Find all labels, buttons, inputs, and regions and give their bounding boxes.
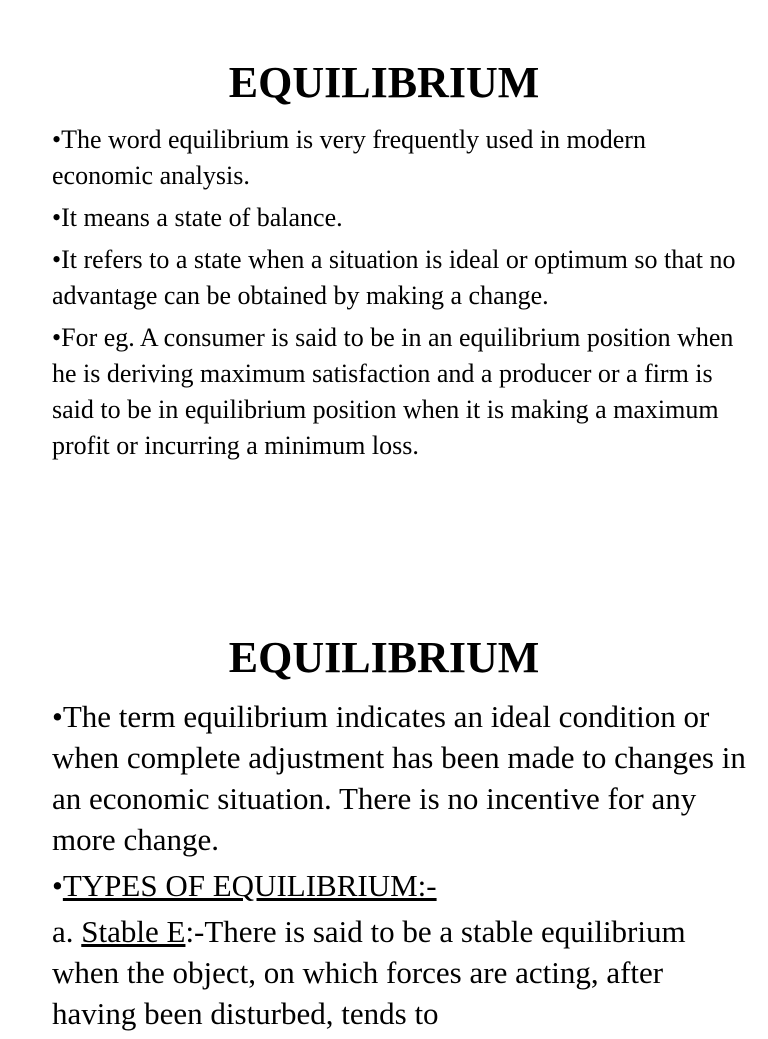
bullet-item: •The term equilibrium indicates an ideal condition or when complete adjustment has been made to changes in an economic situation. There is no incentive for any more change. (52, 699, 746, 857)
types-heading: TYPES OF EQUILIBRIUM:- (62, 868, 437, 903)
bullet-item: •It means a state of balance. (52, 203, 343, 232)
bullet-item-stable (52, 911, 752, 1034)
slide-title: EQUILIBRIUM (228, 58, 540, 107)
bullet-list (52, 696, 752, 1039)
bullet-item: •It refers to a state when a situation is ideal or optimum so that no advantage can be obtained by making a change. (52, 245, 736, 310)
slide-title: EQUILIBRIUM (228, 633, 540, 682)
stable-term: Stable E (81, 914, 186, 949)
bullet-item-types (52, 865, 752, 906)
list-marker: a. (52, 914, 82, 949)
bullet-item: •The word equilibrium is very frequently used in modern economic analysis. (52, 125, 646, 190)
bullet-mark: • (52, 868, 63, 903)
stable-description: :-There is said to be a stable equilibrium when the object, on which forces are acting, after having been disturbed, tends to (52, 914, 686, 1031)
slide-equilibrium-types (0, 576, 768, 1031)
bullet-list (52, 122, 752, 470)
bullet-item: •For eg. A consumer is said to be in an equilibrium position when he is deriving maximum satisfaction and a producer or a firm is said to be in equilibrium position when it is making a maximum profit or incurring a minimum loss. (52, 323, 734, 460)
